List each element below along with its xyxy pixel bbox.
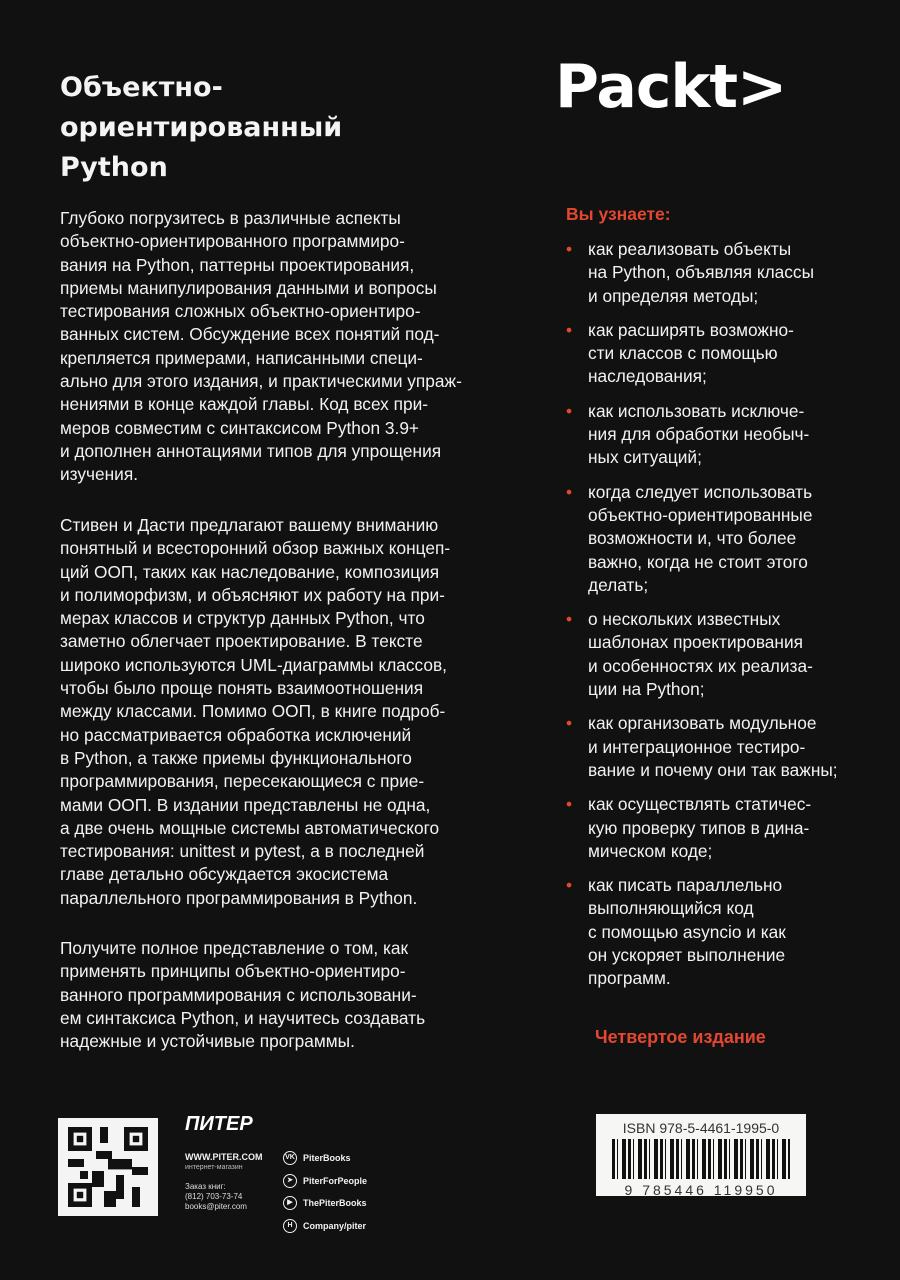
text-line: и определяя методы; — [588, 285, 759, 306]
vk-icon: VK — [283, 1151, 297, 1165]
text-line: Получите полное представление о том, как — [60, 938, 409, 958]
edition-label: Четвертое издание — [595, 1027, 766, 1047]
isbn-digits: 9 785446 119950 — [624, 1182, 778, 1198]
description-paragraph-3 — [60, 937, 425, 1053]
youtube-icon: ▶ — [283, 1196, 297, 1210]
social-label: ThePiterBooks — [303, 1198, 367, 1208]
social-label: PiterForPeople — [303, 1175, 368, 1186]
text-line: но рассматривается обработка исключений — [60, 724, 412, 745]
social-label: PiterBooks — [303, 1153, 351, 1163]
text-line: шаблонах проектирования — [588, 632, 803, 653]
text-line: на Python, объявляя классы — [588, 262, 814, 283]
text-line: нениями в конце каждой главы. Код всех при- — [60, 394, 428, 415]
learn-heading: Вы узнаете: — [566, 204, 671, 224]
text-line: чтобы было проще понять взаимоотношения — [60, 678, 424, 699]
text-line: и полиморфизм, и объясняют их работу на при- — [60, 584, 445, 605]
bullet-icon: • — [566, 794, 573, 815]
text-line: мами ООП. В издании представлены не одна, — [60, 794, 431, 815]
description-paragraph-2 — [60, 514, 450, 910]
bullet-icon: • — [566, 609, 573, 630]
bullet-icon: • — [566, 400, 573, 421]
learn-item — [566, 874, 838, 990]
text-line: с помощью asyncio и как — [588, 921, 786, 942]
social-link — [283, 1215, 367, 1238]
text-line: ально для этого издания, и практическими упраж- — [60, 371, 462, 392]
text-line: вания на Python, паттерны проектирования, — [60, 254, 415, 275]
text-line: объектно-ориентированного программиро- — [60, 231, 405, 252]
text-line: ций ООП, таких как наследование, композиция — [60, 561, 440, 582]
text-line: Глубоко погрузитесь в различные аспекты — [60, 208, 401, 228]
text-line: делать; — [588, 574, 649, 595]
text-line: ных ситуаций; — [588, 447, 702, 468]
book-title — [60, 68, 342, 188]
text-line: между классами. Помимо ООП, в книге подроб- — [60, 701, 446, 722]
text-line: возможности и, что более — [588, 528, 797, 549]
text-line: а две очень мощные системы автоматического — [60, 817, 440, 838]
barcode — [612, 1139, 790, 1179]
text-line: как осуществлять статичес- — [588, 794, 812, 815]
text-line: важно, когда не стоит этого — [588, 551, 808, 572]
learn-item — [566, 400, 838, 470]
text-line: крепляется примерами, написанными специ- — [60, 347, 423, 368]
text-line: и дополнен аннотациями типов для упрощения — [60, 440, 442, 461]
description-paragraph-1 — [60, 207, 462, 487]
text-line: вание и почему они так важны; — [588, 759, 838, 780]
text-line: меров совместим с синтаксисом Python 3.9+ — [60, 417, 420, 438]
text-line: он ускоряет выполнение — [588, 945, 786, 966]
title-line: Объектно- — [60, 72, 223, 103]
piter-logo: ПИТЕР — [185, 1113, 253, 1135]
isbn-barcode — [596, 1114, 806, 1196]
social-links — [283, 1147, 367, 1237]
title-line: Python — [60, 152, 168, 183]
social-link — [283, 1192, 367, 1215]
learn-item — [566, 712, 838, 782]
learn-item — [566, 793, 838, 863]
text-line: ем синтаксиса Python, и научитесь создавать — [60, 1007, 426, 1028]
learn-item — [566, 319, 838, 389]
text-line: тестирования сложных объектно-ориентиро- — [60, 301, 421, 322]
text-line: о нескольких известных — [588, 609, 781, 630]
text-line: мерах классов и структур данных Python, что — [60, 608, 425, 629]
habr-icon: H — [283, 1219, 297, 1233]
social-link — [283, 1170, 367, 1193]
text-line: ния для обработки необыч- — [588, 424, 810, 445]
learn-item — [566, 238, 838, 308]
social-label: Company/piter — [303, 1220, 367, 1231]
bullet-icon: • — [566, 319, 573, 340]
order-phone: (812) 703-73-74 — [185, 1192, 243, 1201]
telegram-icon: ➤ — [283, 1174, 297, 1188]
text-line: понятный и всесторонний обзор важных концеп- — [60, 538, 451, 559]
text-line: надежные и устойчивые программы. — [60, 1031, 355, 1052]
text-line: как реализовать объекты — [588, 239, 792, 259]
bullet-icon: • — [566, 481, 573, 502]
packt-logo: Packt> — [555, 52, 787, 122]
text-line: применять принципы объектно-ориентиро- — [60, 961, 406, 982]
title-line: ориентированный — [60, 112, 343, 143]
learn-item — [566, 481, 838, 597]
text-line: широко используются UML-диаграммы классов, — [60, 654, 447, 675]
text-line: программирования, пересекающиеся с прие- — [60, 771, 425, 792]
learn-list — [566, 238, 838, 1002]
text-line: как организовать модульное — [588, 713, 817, 734]
text-line: как писать параллельно — [588, 875, 783, 896]
qr-code — [58, 1118, 158, 1216]
isbn-text: ISBN 978-5-4461-1995-0 — [622, 1120, 780, 1136]
text-line: как использовать исключе- — [588, 400, 805, 421]
text-line: выполняющийся код — [588, 898, 754, 919]
order-info — [185, 1182, 247, 1212]
text-line: сти классов с помощью — [588, 343, 778, 364]
learn-item — [566, 608, 838, 701]
order-email: books@piter.com — [185, 1202, 247, 1211]
text-line: кую проверку типов в дина- — [588, 817, 810, 838]
text-line: и интеграционное тестиро- — [588, 736, 806, 757]
text-line: в Python, а также приемы функционального — [60, 747, 412, 768]
order-label: Заказ книг: — [185, 1182, 226, 1191]
bullet-icon: • — [566, 239, 573, 259]
text-line: главе детально обсуждается экосистема — [60, 864, 389, 885]
text-line: тестирования: unittest и pytest, а в последней — [60, 841, 425, 862]
social-link — [283, 1147, 367, 1170]
bullet-icon: • — [566, 875, 573, 896]
text-line: объектно-ориентированные — [588, 504, 813, 525]
publisher-site-sub: интернет-магазин — [185, 1164, 243, 1171]
text-line: ванных систем. Обсуждение всех понятий под- — [60, 324, 440, 345]
text-line: заметно облегчает проектирование. В тексте — [60, 631, 423, 652]
text-line: как расширять возможно- — [588, 319, 794, 340]
text-line: параллельного программирования в Python. — [60, 887, 418, 908]
text-line: программ. — [588, 968, 671, 989]
bullet-icon: • — [566, 713, 573, 734]
text-line: приемы манипулирования данными и вопросы — [60, 277, 437, 298]
text-line: Стивен и Дасти предлагают вашему вниманию — [60, 515, 439, 535]
publisher-site: WWW.PITER.COM — [185, 1152, 263, 1162]
qr-code-icon — [67, 1127, 149, 1207]
text-line: когда следует использовать — [588, 481, 813, 502]
text-line: ванного программирования с использовани- — [60, 984, 417, 1005]
text-line: мическом коде; — [588, 840, 713, 861]
text-line: наследования; — [588, 366, 707, 387]
text-line: изучения. — [60, 464, 138, 485]
text-line: и особенностях их реализа- — [588, 655, 813, 676]
text-line: ции на Python; — [588, 679, 705, 700]
